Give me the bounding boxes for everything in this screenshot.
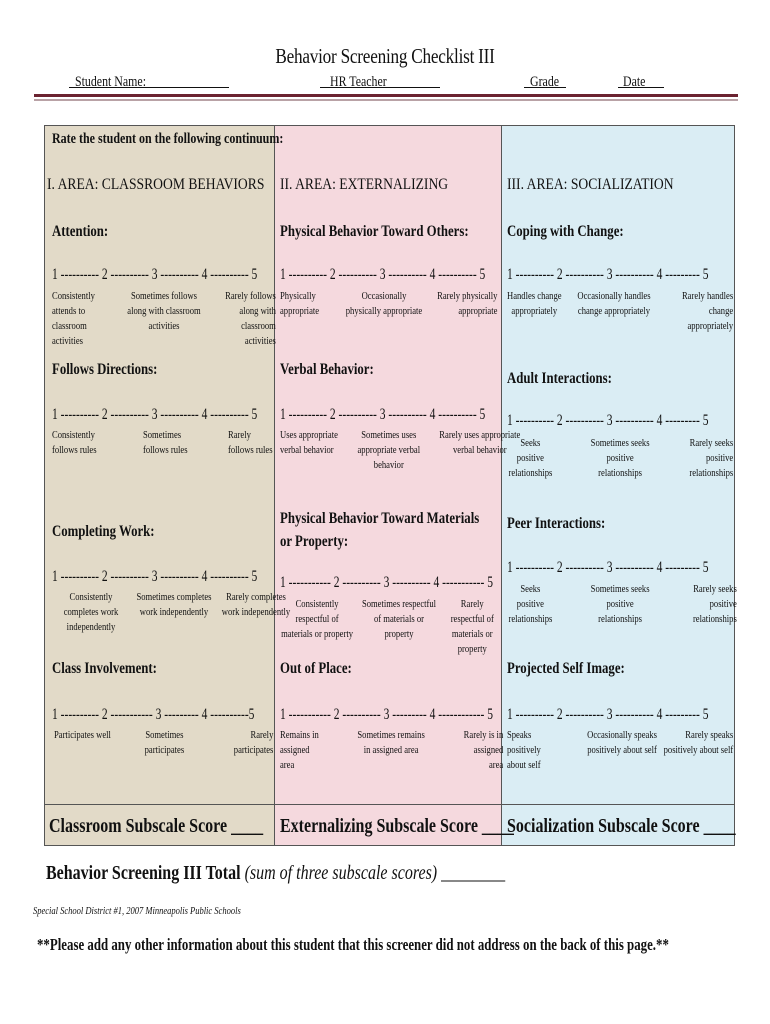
date-label: Date (623, 74, 646, 90)
anchor-mid: Sometimes completes work independently (136, 591, 212, 618)
rating-scale-directions[interactable]: 1 ---------- 2 ---------- 3 ---------- 4 ---------- 5 (52, 406, 258, 423)
header-rule (34, 94, 738, 97)
anchor-low: Physically appropriate (280, 290, 320, 317)
anchor-high: Rarely seeks positive relationships (692, 583, 737, 625)
area-heading-classroom: I. AREA: CLASSROOM BEHAVIORS (47, 176, 265, 193)
category-coping-change: Coping with Change: (507, 223, 624, 240)
anchor-mid: Sometimes seeks positive relationships (590, 583, 650, 625)
anchor-low: Consistently attends to classroom activities (52, 290, 95, 347)
rating-scale-involvement[interactable]: 1 ---------- 2 ----------- 3 --------- 4 ----------5 (52, 706, 255, 723)
rating-scale-materials[interactable]: 1 ----------- 2 ---------- 3 ---------- 4 ----------- 5 (280, 574, 493, 591)
anchor-low: Uses appropriate verbal behavior (280, 429, 338, 456)
category-verbal-behavior: Verbal Behavior: (280, 361, 374, 378)
page-title: Behavior Screening Checklist III (275, 44, 495, 68)
anchor-mid: Sometimes participates (144, 729, 185, 756)
externalizing-subscale-score[interactable]: Externalizing Subscale Score ____ (280, 815, 514, 837)
classroom-subscale-score[interactable]: Classroom Subscale Score ____ (49, 815, 264, 837)
rating-scale-verbal[interactable]: 1 ---------- 2 ---------- 3 ---------- 4 ---------- 5 (280, 406, 486, 423)
category-class-involvement: Class Involvement: (52, 660, 157, 677)
anchor-low: Seeks positive relationships (508, 437, 553, 479)
total-blank[interactable]: ________ (441, 862, 506, 884)
anchor-high: Rarely uses appropriate verbal behavior (439, 429, 521, 456)
student-name-label: Student Name: (75, 74, 147, 90)
anchor-mid: Occasionally physically appropriate (345, 290, 423, 317)
anchor-low: Handles change appropriately (507, 290, 562, 317)
anchor-low: Consistently follows rules (52, 429, 97, 456)
socialization-subscale-score[interactable]: Socialization Subscale Score ____ (507, 815, 736, 837)
footer-credit: Special School District #1, 2007 Minneapolis Public Schools (33, 906, 241, 917)
anchor-high: Rarely respectful of materials or property (450, 598, 494, 655)
header-rule-light (34, 99, 738, 101)
rating-scale-self-image[interactable]: 1 ---------- 2 ---------- 3 ---------- 4 --------- 5 (507, 706, 709, 723)
subscale-divider (45, 804, 734, 805)
anchor-low: Speaks positively about self (507, 729, 541, 771)
rating-scale-adult[interactable]: 1 ---------- 2 ---------- 3 ---------- 4 --------- 5 (507, 412, 709, 429)
rating-scale-physical-others[interactable]: 1 ---------- 2 ---------- 3 ---------- 4 ---------- 5 (280, 266, 486, 283)
anchor-low: Consistently respectful of materials or property (281, 598, 354, 640)
anchor-high: Rarely follows rules (228, 429, 273, 456)
grade-label: Grade (530, 74, 560, 90)
rating-scale-out-of-place[interactable]: 1 ----------- 2 ---------- 3 --------- 4 ------------ 5 (280, 706, 493, 723)
rating-scale-attention[interactable]: 1 ---------- 2 ---------- 3 ---------- 4 ---------- 5 (52, 266, 258, 283)
category-adult-interactions: Adult Interactions: (507, 370, 612, 387)
total-label: Behavior Screening III Total (46, 862, 241, 884)
anchor-high: Rarely handles change appropriately (681, 290, 734, 332)
anchor-high: Rarely is in assigned area (463, 729, 504, 771)
category-self-image: Projected Self Image: (507, 660, 625, 677)
rating-scale-peer[interactable]: 1 ---------- 2 ---------- 3 ---------- 4 --------- 5 (507, 559, 709, 576)
anchor-high: Rarely speaks positively about self (663, 729, 734, 756)
anchor-mid: Sometimes respectful of materials or property (361, 598, 437, 640)
anchor-high: Rarely physically appropriate (437, 290, 498, 317)
total-score-line[interactable] (46, 862, 505, 885)
anchor-mid: Sometimes remains in assigned area (357, 729, 425, 756)
anchor-low: Consistently completes work independently (63, 591, 119, 633)
anchor-low: Remains in assigned area (280, 729, 319, 771)
anchor-mid: Sometimes follows rules (143, 429, 188, 456)
back-page-note: **Please add any other information about this student that this screener did not address on the back of this page.** (37, 935, 669, 954)
anchor-mid: Occasionally speaks positively about self (587, 729, 657, 756)
category-follows-directions: Follows Directions: (52, 361, 158, 378)
anchor-high: Rarely completes work independently (221, 591, 291, 618)
anchor-high: Rarely seeks positive relationships (689, 437, 734, 479)
checklist-grid (44, 125, 735, 846)
anchor-high: Rarely participates (233, 729, 274, 756)
anchor-high: Rarely follows along with classroom activities (225, 290, 276, 347)
anchor-mid: Sometimes uses appropriate verbal behavior (357, 429, 421, 471)
category-out-of-place: Out of Place: (280, 660, 352, 677)
anchor-mid: Sometimes follows along with classroom activities (127, 290, 201, 332)
total-note: (sum of three subscale scores) (244, 862, 438, 884)
category-completing-work: Completing Work: (52, 523, 155, 540)
student-info-row (0, 74, 770, 94)
category-attention: Attention: (52, 223, 109, 240)
category-physical-materials: Physical Behavior Toward Materials or Property: (280, 510, 480, 550)
category-physical-others: Physical Behavior Toward Others: (280, 223, 469, 240)
anchor-mid: Occasionally handles change appropriately (577, 290, 651, 317)
hr-teacher-label: HR Teacher (330, 74, 387, 90)
anchor-low: Participates well (54, 729, 111, 741)
area-heading-externalizing: II. AREA: EXTERNALIZING (280, 176, 449, 193)
rating-scale-work[interactable]: 1 ---------- 2 ---------- 3 ---------- 4 ---------- 5 (52, 568, 258, 585)
anchor-low: Seeks positive relationships (508, 583, 553, 625)
category-peer-interactions: Peer Interactions: (507, 515, 606, 532)
instruction-text: Rate the student on the following continuum: (52, 131, 284, 147)
rating-scale-coping[interactable]: 1 ---------- 2 ---------- 3 ---------- 4 --------- 5 (507, 266, 709, 283)
anchor-mid: Sometimes seeks positive relationships (590, 437, 650, 479)
area-heading-socialization: III. AREA: SOCIALIZATION (507, 176, 674, 193)
